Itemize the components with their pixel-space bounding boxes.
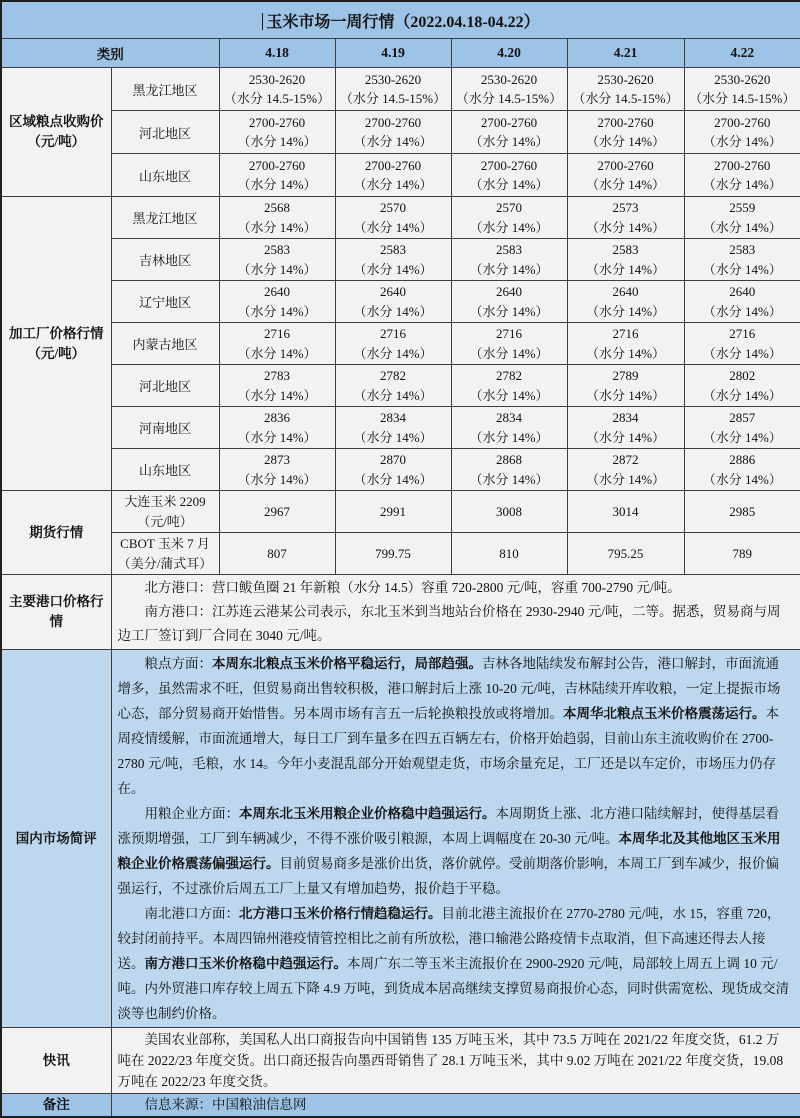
- text-line: 2782: [380, 368, 406, 383]
- text-line: 2583: [380, 242, 406, 257]
- section-label-review: 国内市场简评: [1, 650, 111, 1028]
- text-line: 2789: [612, 368, 639, 383]
- text-line: （水分 14%）: [469, 261, 549, 277]
- price-cell: [219, 281, 335, 323]
- text-line: 2640: [496, 284, 522, 299]
- text-line: 2583: [264, 242, 290, 257]
- column-header-date: 4.21: [567, 39, 684, 68]
- text-line: 2716: [729, 326, 756, 341]
- region-label: 吉林地区: [111, 239, 219, 281]
- price-cell: [335, 154, 451, 197]
- emphasis-text: 本周东北粮点玉米价格平稳运行，局部趋强。: [212, 656, 482, 671]
- text-line: （水分 14%）: [702, 177, 782, 192]
- futures-price-cell: 807: [219, 533, 335, 575]
- text-line: 2834: [380, 410, 406, 425]
- price-cell: [451, 68, 567, 111]
- text-line: （水分 14%）: [585, 471, 666, 487]
- price-cell: [684, 197, 800, 239]
- text-line: （水分 14%）: [353, 471, 433, 487]
- text-line: （水分 14%）: [353, 219, 433, 235]
- price-cell: [219, 68, 335, 111]
- table-row: [1, 154, 800, 197]
- price-cell: [684, 154, 800, 197]
- text-line: （水分 14%）: [353, 134, 433, 149]
- emphasis-text: 本周华北粮点玉米价格震荡运行。: [563, 706, 766, 721]
- table-row: [1, 533, 800, 575]
- futures-price-cell: 2985: [684, 491, 800, 533]
- price-cell: [451, 449, 567, 491]
- emphasis-text: 南方港口玉米价格稳中趋强运行。: [144, 956, 347, 971]
- text-line: （水分 14%）: [585, 387, 666, 403]
- text-line: （水分 14.5-15%）: [689, 91, 796, 106]
- text-line: （水分 14%）: [702, 387, 782, 403]
- text-line: 2870: [380, 452, 406, 467]
- price-cell: [684, 239, 800, 281]
- text-line: 2873: [264, 452, 290, 467]
- text-line: 2836: [264, 410, 290, 425]
- text-line: （水分 14%）: [469, 471, 549, 487]
- text-line: （水分 14%）: [702, 303, 782, 319]
- text-line: （水分 14%）: [237, 387, 317, 403]
- text-line: （元/吨）: [27, 345, 86, 361]
- table-row: [1, 449, 800, 491]
- paragraph: [118, 651, 793, 801]
- table-row: [1, 1028, 800, 1094]
- text-line: （水分 14%）: [702, 134, 782, 149]
- paragraph: [118, 600, 793, 648]
- text-line: （水分 14%）: [585, 429, 666, 445]
- section-label-ports: 主要港口价格行情: [1, 575, 111, 650]
- column-header-category: 类别: [1, 39, 219, 68]
- text-line: （水分 14.5-15%）: [223, 91, 331, 106]
- column-header-date: 4.18: [219, 39, 335, 68]
- futures-price-cell: 3008: [451, 491, 567, 533]
- text-line: 加工厂价格行情: [9, 325, 104, 341]
- price-cell: [451, 365, 567, 407]
- text-line: 期货行情: [29, 524, 84, 540]
- text-line: （水分 14%）: [469, 345, 549, 361]
- table-row: [1, 491, 800, 533]
- text-line: （水分 14%）: [702, 471, 782, 487]
- ports-text: [111, 575, 800, 650]
- region-label: 辽宁地区: [111, 281, 219, 323]
- price-cell: [567, 68, 684, 111]
- section-factory-prices: [1, 197, 800, 491]
- price-cell: [684, 365, 800, 407]
- text-line: （水分 14%）: [237, 177, 317, 192]
- text-line: （水分 14%）: [702, 219, 782, 235]
- price-cell: [451, 407, 567, 449]
- text-line: （水分 14%）: [237, 429, 317, 445]
- column-header-date: 4.22: [684, 39, 800, 68]
- price-cell: [451, 323, 567, 365]
- futures-price-cell: 2967: [219, 491, 335, 533]
- section-label: [1, 68, 111, 197]
- text-line: 2530-2620: [597, 71, 654, 87]
- text-line: （水分 14%）: [702, 429, 782, 445]
- text-line: （水分 14%）: [237, 303, 317, 319]
- text-line: （水分 14%）: [237, 261, 317, 277]
- paragraph: [118, 901, 793, 1026]
- text-line: 2868: [496, 452, 522, 467]
- table-row: [1, 68, 800, 111]
- text-line: （美分/蒲式耳）: [117, 555, 213, 571]
- table-row: [1, 281, 800, 323]
- price-cell: [567, 239, 684, 281]
- region-label: 河南地区: [111, 407, 219, 449]
- text-line: （水分 14%）: [469, 387, 549, 403]
- text-line: CBOT 玉米 7 月: [120, 536, 210, 551]
- text-line: 2802: [729, 368, 756, 383]
- region-label: 内蒙古地区: [111, 323, 219, 365]
- text-line: 2700-2760: [364, 114, 422, 130]
- body-text: 本周疫情缓解，市面流通增大，每日工厂到车量多在四五百辆左右，价格开始趋弱，目前山东主流收购价在 2700-2780 元/吨，毛粮，水 14。今年小麦混乱部分开始观望走货，市场余量充足，工厂还是以车定价，市场压力仍存在。: [117, 706, 779, 796]
- text-line: 2530-2620: [364, 71, 422, 87]
- futures-price-cell: 789: [684, 533, 800, 575]
- section-news: [1, 1028, 800, 1094]
- text-line: 2716: [264, 326, 290, 341]
- text-line: 2568: [264, 200, 290, 215]
- section-domestic-review: [1, 650, 800, 1028]
- text-line: 2640: [612, 284, 639, 299]
- text-line: 2530-2620: [480, 71, 538, 87]
- text-line: 2700-2760: [480, 114, 538, 130]
- text-line: （水分 14%）: [585, 303, 666, 319]
- text-line: 2640: [729, 284, 756, 299]
- region-label: 黑龙江地区: [111, 197, 219, 239]
- table-row: [1, 575, 800, 650]
- text-line: （水分 14%）: [237, 471, 317, 487]
- text-line: 2872: [612, 452, 639, 467]
- table-row: [1, 323, 800, 365]
- price-cell: [567, 407, 684, 449]
- price-cell: [219, 323, 335, 365]
- table-row: [1, 1094, 800, 1118]
- text-line: 2783: [264, 368, 290, 383]
- price-cell: [335, 281, 451, 323]
- text-line: （水分 14%）: [702, 345, 782, 361]
- text-line: （水分 14%）: [585, 177, 666, 192]
- price-cell: [335, 239, 451, 281]
- body-text: 本周广东二等玉米主流报价在 2900-2920 元/吨，局部较上周五上调 10 元/吨。内外贸港口库存较上周五下降 4.9 万吨，到货成本居高继续支撑贸易商报价心态，同时供需宽松、现货成交清淡等也制约价格。: [117, 956, 790, 1021]
- region-label: 河北地区: [111, 365, 219, 407]
- text-line: （水分 14%）: [237, 134, 317, 149]
- region-label: 山东地区: [111, 154, 219, 197]
- price-cell: [567, 323, 684, 365]
- text-line: （水分 14.5-15%）: [572, 91, 679, 106]
- paragraph: [118, 801, 793, 901]
- note-text: [111, 1094, 800, 1118]
- price-cell: [219, 239, 335, 281]
- body-text: 北方港口：营口鲅鱼圈 21 年新粮（水分 14.5）容重 720-2800 元/吨，容重 700-2790 元/吨。: [144, 580, 681, 595]
- text-line: 2700-2760: [597, 114, 654, 130]
- title-row: [1, 1, 800, 39]
- column-header-date: 4.19: [335, 39, 451, 68]
- emphasis-text: 本周东北玉米用粮企业价格稳中趋强运行。: [239, 806, 496, 821]
- price-cell: [219, 407, 335, 449]
- text-line: 2640: [264, 284, 290, 299]
- futures-price-cell: 2991: [335, 491, 451, 533]
- price-cell: [684, 111, 800, 154]
- price-cell: [567, 154, 684, 197]
- text-line: 2530-2620: [248, 71, 306, 87]
- section-label: [1, 197, 111, 491]
- price-cell: [219, 449, 335, 491]
- text-line: （水分 14%）: [353, 345, 433, 361]
- futures-price-cell: 795.25: [567, 533, 684, 575]
- body-text: 粮点方面：: [144, 656, 212, 671]
- price-cell: [451, 239, 567, 281]
- emphasis-text: 北方港口玉米价格行情趋稳运行。: [239, 906, 442, 921]
- review-text: [111, 650, 800, 1028]
- price-cell: [451, 281, 567, 323]
- text-line: 2700-2760: [480, 157, 538, 173]
- table-row: [1, 407, 800, 449]
- futures-price-cell: 810: [451, 533, 567, 575]
- body-text: 目前贸易商多是涨价出货，落价就停。受前期落价影响，本周工厂到车减少，报价偏强运行，不过涨价后周五工厂上量又有增加趋势，报价趋于平稳。: [117, 856, 779, 896]
- text-line: 2640: [380, 284, 406, 299]
- text-line: 2583: [729, 242, 756, 257]
- text-line: （水分 14%）: [469, 134, 549, 149]
- text-line: 2716: [612, 326, 639, 341]
- text-line: （水分 14%）: [353, 177, 433, 192]
- text-line: 大连玉米 2209: [124, 494, 206, 509]
- text-cursor: [262, 13, 263, 30]
- price-cell: [219, 365, 335, 407]
- text-line: （水分 14%）: [585, 219, 666, 235]
- text-line: （水分 14%）: [585, 134, 666, 149]
- region-label: 黑龙江地区: [111, 68, 219, 111]
- body-text: 吉林各地陆续发布解封公告，港口解封，市面流通增多，虽然需求不旺，但贸易商出售较积极，港口解封后上涨 10-20 元/吨，吉林陆续开库收粮，一定上提振市场心态，部分贸易商开始惜售。另本周市场有言五一后轮换粮投放或将增加。: [117, 656, 781, 721]
- price-cell: [335, 111, 451, 154]
- text-line: （水分 14%）: [353, 429, 433, 445]
- section-label-news: 快讯: [1, 1028, 111, 1094]
- price-cell: [219, 111, 335, 154]
- futures-price-cell: 799.75: [335, 533, 451, 575]
- news-text: [111, 1028, 800, 1094]
- region-label: 山东地区: [111, 449, 219, 491]
- text-line: 2700-2760: [597, 157, 654, 173]
- emphasis-text: 本周华北及其他地区玉米用粮企业价格震荡偏强运行。: [117, 831, 781, 871]
- text-line: （水分 14.5-15%）: [455, 91, 563, 106]
- price-cell: [335, 197, 451, 239]
- section-futures: [1, 491, 800, 575]
- text-line: 2530-2620: [714, 71, 771, 87]
- text-line: 2700-2760: [714, 114, 771, 130]
- text-line: 2857: [729, 410, 756, 425]
- text-line: （水分 14%）: [469, 429, 549, 445]
- table-row: [1, 197, 800, 239]
- section-label-note: 备注: [1, 1094, 111, 1118]
- body-text: 目前北港主流报价在 2770-2780 元/吨，水 15，容重 720，较封闭前持平。本周四锦州港疫情管控相比之前有所放松，港口输港公路疫情卡点取消，但下高速还得去人接送。: [117, 906, 781, 971]
- text-line: 2716: [496, 326, 522, 341]
- text-line: 2573: [612, 200, 639, 215]
- column-header-date: 4.20: [451, 39, 567, 68]
- contract-name: [111, 491, 219, 533]
- text-line: 2583: [612, 242, 639, 257]
- price-cell: [684, 323, 800, 365]
- text-line: （水分 14.5-15%）: [339, 91, 447, 106]
- text-line: （元/吨）: [137, 513, 193, 529]
- text-line: （水分 14%）: [469, 219, 549, 235]
- text-line: （水分 14%）: [353, 261, 433, 277]
- price-cell: [335, 68, 451, 111]
- table-row: [1, 365, 800, 407]
- text-line: 2583: [496, 242, 522, 257]
- section-label-futures: [1, 491, 111, 575]
- text-line: （水分 14%）: [469, 177, 549, 192]
- text-line: （水分 14%）: [353, 387, 433, 403]
- text-line: （水分 14%）: [237, 219, 317, 235]
- body-text: 信息来源：中国粮油信息网: [144, 1097, 307, 1112]
- price-cell: [567, 111, 684, 154]
- page-title: 玉米市场一周行情（2022.04.18-04.22）: [266, 13, 540, 31]
- table-row: [1, 111, 800, 154]
- price-cell: [335, 323, 451, 365]
- text-line: 2570: [380, 200, 406, 215]
- price-cell: [335, 407, 451, 449]
- text-line: 2700-2760: [714, 157, 771, 173]
- body-text: 南北港口方面：: [144, 906, 239, 921]
- table-header-row: [1, 39, 800, 68]
- body-text: 南方港口：江苏连云港某公司表示，东北玉米到当地站台价格在 2930-2940 元/吨，二等。据悉，贸易商与周边工厂签订到厂合同在 3040 元/吨。: [117, 604, 781, 643]
- price-cell: [451, 197, 567, 239]
- contract-name: [111, 533, 219, 575]
- paragraph: [118, 1029, 793, 1092]
- text-line: （水分 14%）: [353, 303, 433, 319]
- text-line: 2700-2760: [364, 157, 422, 173]
- body-text: 本周期货上涨、北方港口陆续解封，使得基层看涨预期增强，工厂到车辆减少，不得不涨价吸引粮源，本周上调幅度在 20-30 元/吨。: [117, 806, 779, 846]
- price-cell: [684, 281, 800, 323]
- price-cell: [335, 449, 451, 491]
- text-line: 2700-2760: [248, 157, 306, 173]
- text-line: 2834: [496, 410, 522, 425]
- text-line: （元/吨）: [27, 134, 86, 149]
- text-line: （水分 14%）: [237, 345, 317, 361]
- text-line: 2700-2760: [248, 114, 306, 130]
- text-line: 2570: [496, 200, 522, 215]
- price-cell: [335, 365, 451, 407]
- text-line: 区域粮点收购价: [9, 114, 104, 130]
- body-text: 用粮企业方面：: [144, 806, 239, 821]
- section-note: [1, 1094, 800, 1118]
- text-line: （水分 14%）: [585, 345, 666, 361]
- price-cell: [684, 68, 800, 111]
- price-cell: [451, 154, 567, 197]
- price-cell: [684, 449, 800, 491]
- region-label: 河北地区: [111, 111, 219, 154]
- price-cell: [219, 197, 335, 239]
- paragraph: [118, 1095, 793, 1115]
- price-cell: [567, 449, 684, 491]
- text-line: 2834: [612, 410, 639, 425]
- section-ports: [1, 575, 800, 650]
- price-cell: [684, 407, 800, 449]
- price-cell: [567, 197, 684, 239]
- text-line: 2886: [729, 452, 756, 467]
- futures-price-cell: 3014: [567, 491, 684, 533]
- title-cell: [1, 1, 800, 39]
- text-line: 2782: [496, 368, 522, 383]
- paragraph: [118, 576, 793, 600]
- text-line: 2559: [729, 200, 756, 215]
- text-line: （水分 14%）: [469, 303, 549, 319]
- table-row: [1, 650, 800, 1028]
- price-cell: [567, 365, 684, 407]
- price-cell: [567, 281, 684, 323]
- section-regional-purchase-prices: [1, 68, 800, 197]
- price-cell: [219, 154, 335, 197]
- body-text: 美国农业部称，美国私人出口商报告向中国销售 135 万吨玉米，其中 73.5 万吨在 2021/22 年度交货，61.2 万吨在 2022/23 年度交货。出口商还报告向墨西哥销售了 28.1 万吨玉米，其中 9.02 万吨在 2021/22 年度交货，19.08 万吨在 2022/23 年度交货。: [117, 1032, 784, 1089]
- price-cell: [451, 111, 567, 154]
- table-row: [1, 239, 800, 281]
- text-line: 2716: [380, 326, 406, 341]
- text-line: （水分 14%）: [702, 261, 782, 277]
- text-line: （水分 14%）: [585, 261, 666, 277]
